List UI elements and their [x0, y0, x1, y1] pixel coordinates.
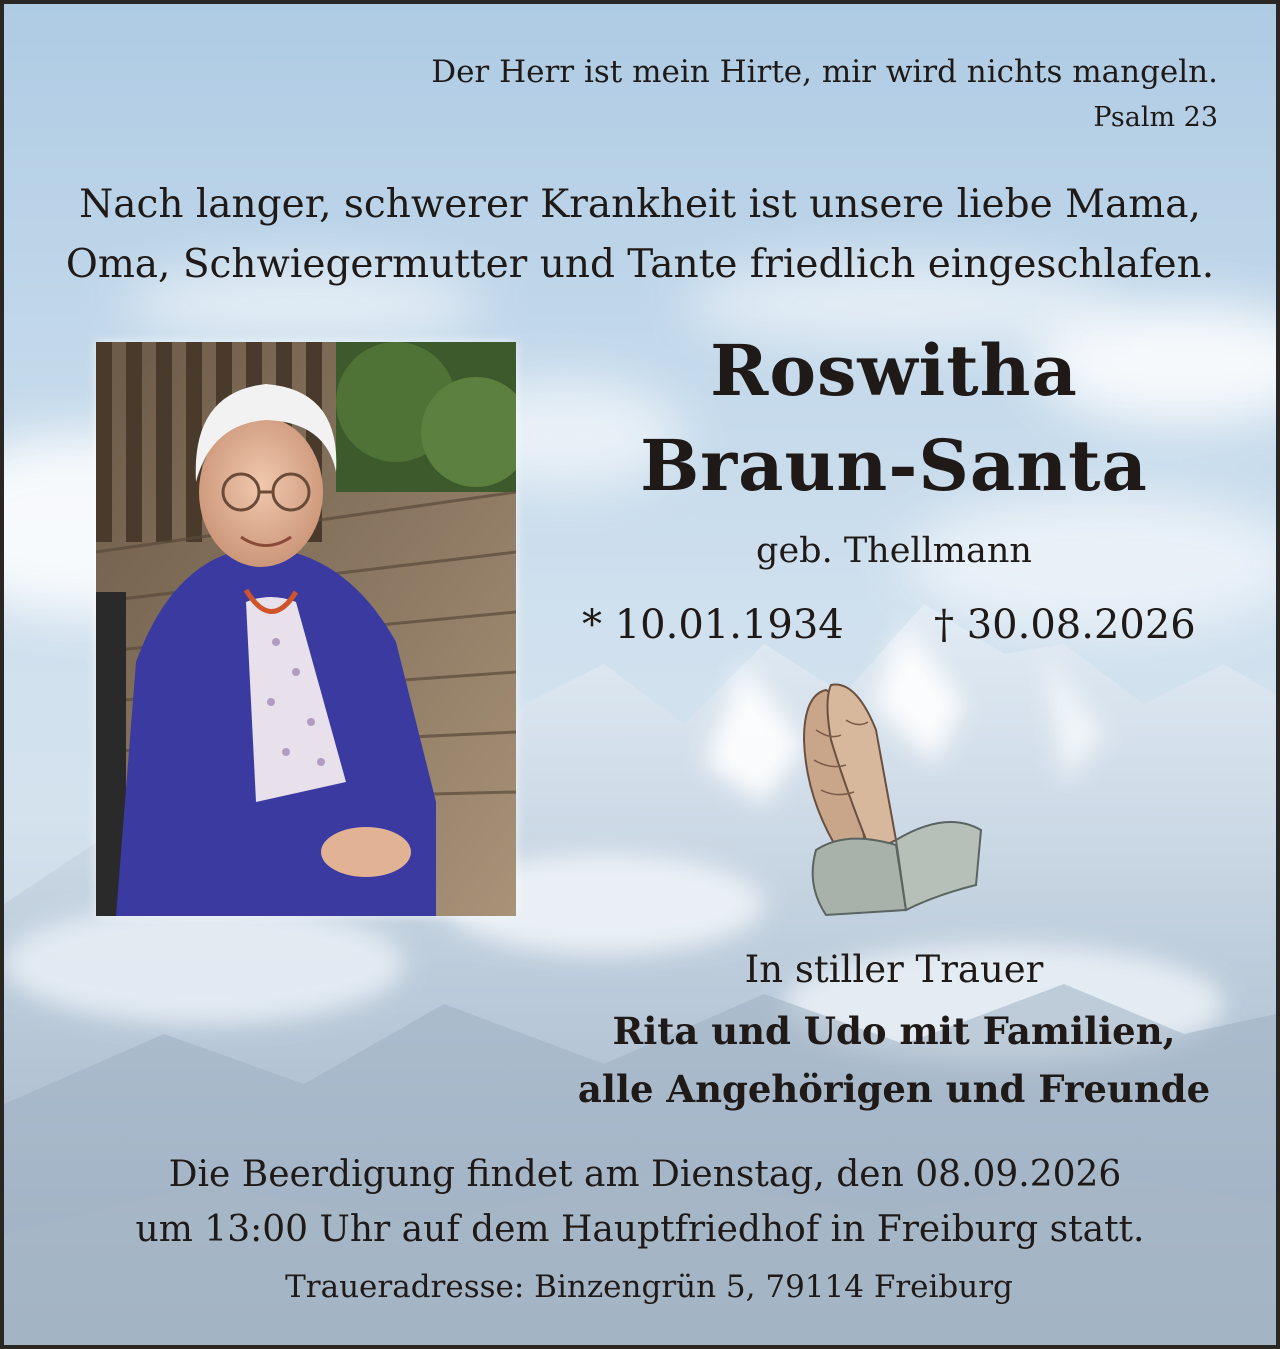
birth-date: * 10.01.1934	[582, 602, 844, 648]
death-date: † 30.08.2026	[934, 602, 1196, 648]
bible-verse: Der Herr ist mein Hirte, mir wird nichts mangeln.	[431, 54, 1218, 90]
verse-reference: Psalm 23	[1093, 102, 1218, 133]
funeral-info-line-1: Die Beerdigung findet am Dienstag, den 08.09.2026	[168, 1154, 1122, 1195]
deceased-first-name: Roswitha	[710, 329, 1078, 412]
funeral-info-line-2: um 13:00 Uhr auf dem Hauptfriedhof in Freiburg statt.	[135, 1209, 1145, 1250]
mourners-line-2: alle Angehörigen und Freunde	[577, 1067, 1211, 1111]
praying-hands-icon	[786, 680, 986, 920]
portrait-photo	[96, 342, 516, 916]
mourning-heading: In stiller Trauer	[744, 948, 1044, 991]
intro-line-2: Oma, Schwiegermutter und Tante friedlich eingeschlafen.	[65, 242, 1215, 287]
deceased-last-name: Braun-Santa	[640, 424, 1148, 507]
intro-line-1: Nach langer, schwerer Krankheit ist unsere liebe Mama,	[79, 182, 1201, 227]
mourning-address: Traueradresse: Binzengrün 5, 79114 Freiburg	[285, 1269, 1013, 1305]
birth-name: geb. Thellmann	[756, 531, 1032, 571]
mourners-line-1: Rita und Udo mit Familien,	[612, 1009, 1176, 1053]
